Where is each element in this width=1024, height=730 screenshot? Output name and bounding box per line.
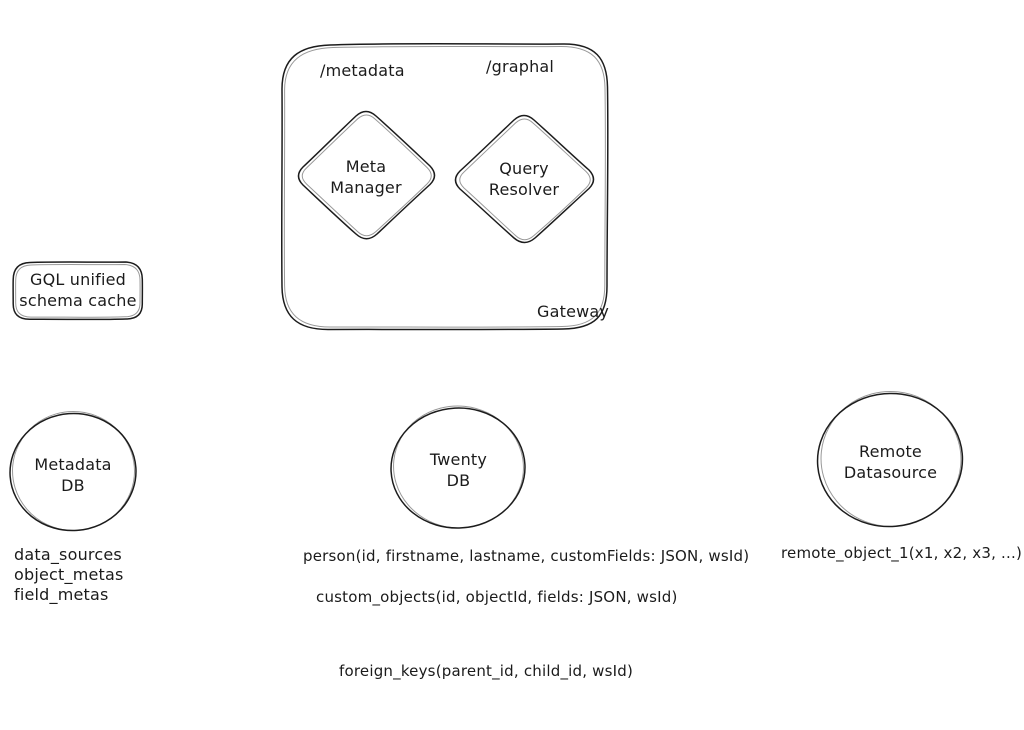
schema-cache-label — [13, 269, 143, 311]
metadata-db-table-data-sources: data_sources — [14, 545, 122, 564]
metadata-db-table-object-metas: object_metas — [14, 565, 124, 584]
metadata-db-tables — [14, 545, 124, 605]
twenty-db-table-custom-objects: custom_objects(id, objectId, fields: JSON, wsId) — [316, 588, 678, 606]
query-resolver-label-line1: Query — [499, 159, 549, 178]
twenty-db-label — [396, 449, 521, 491]
twenty-db-label-line1: Twenty — [429, 450, 488, 469]
meta-manager-label-line2: Manager — [330, 178, 402, 197]
query-resolver-label — [454, 158, 594, 200]
schema-cache-label-line2: schema cache — [19, 291, 137, 310]
twenty-db-table-person: person(id, firstname, lastname, customFields: JSON, wsId) — [303, 547, 750, 565]
twenty-db-table-foreign-keys: foreign_keys(parent_id, child_id, wsId) — [339, 662, 634, 680]
remote-datasource-label-line1: Remote — [859, 442, 922, 461]
gateway-label: Gateway — [537, 302, 610, 321]
metadata-db-label-line1: Metadata — [34, 455, 112, 474]
query-resolver-label-line2: Resolver — [488, 180, 560, 199]
route-metadata-label: /metadata — [320, 61, 405, 80]
meta-manager-label-line1: Meta — [345, 157, 387, 176]
remote-datasource-label-line2: Datasource — [843, 463, 938, 482]
metadata-db-label — [13, 454, 133, 496]
remote-datasource-label — [818, 441, 963, 483]
twenty-db-label-line2: DB — [446, 471, 471, 490]
metadata-db-label-line2: DB — [61, 476, 85, 495]
metadata-db-table-field-metas: field_metas — [14, 585, 109, 604]
meta-manager-label — [296, 156, 436, 198]
remote-datasource-table-remote-object: remote_object_1(x1, x2, x3, ...) — [781, 544, 1023, 562]
route-graphal-label: /graphal — [486, 57, 555, 76]
schema-cache-label-line1: GQL unified — [30, 270, 126, 289]
